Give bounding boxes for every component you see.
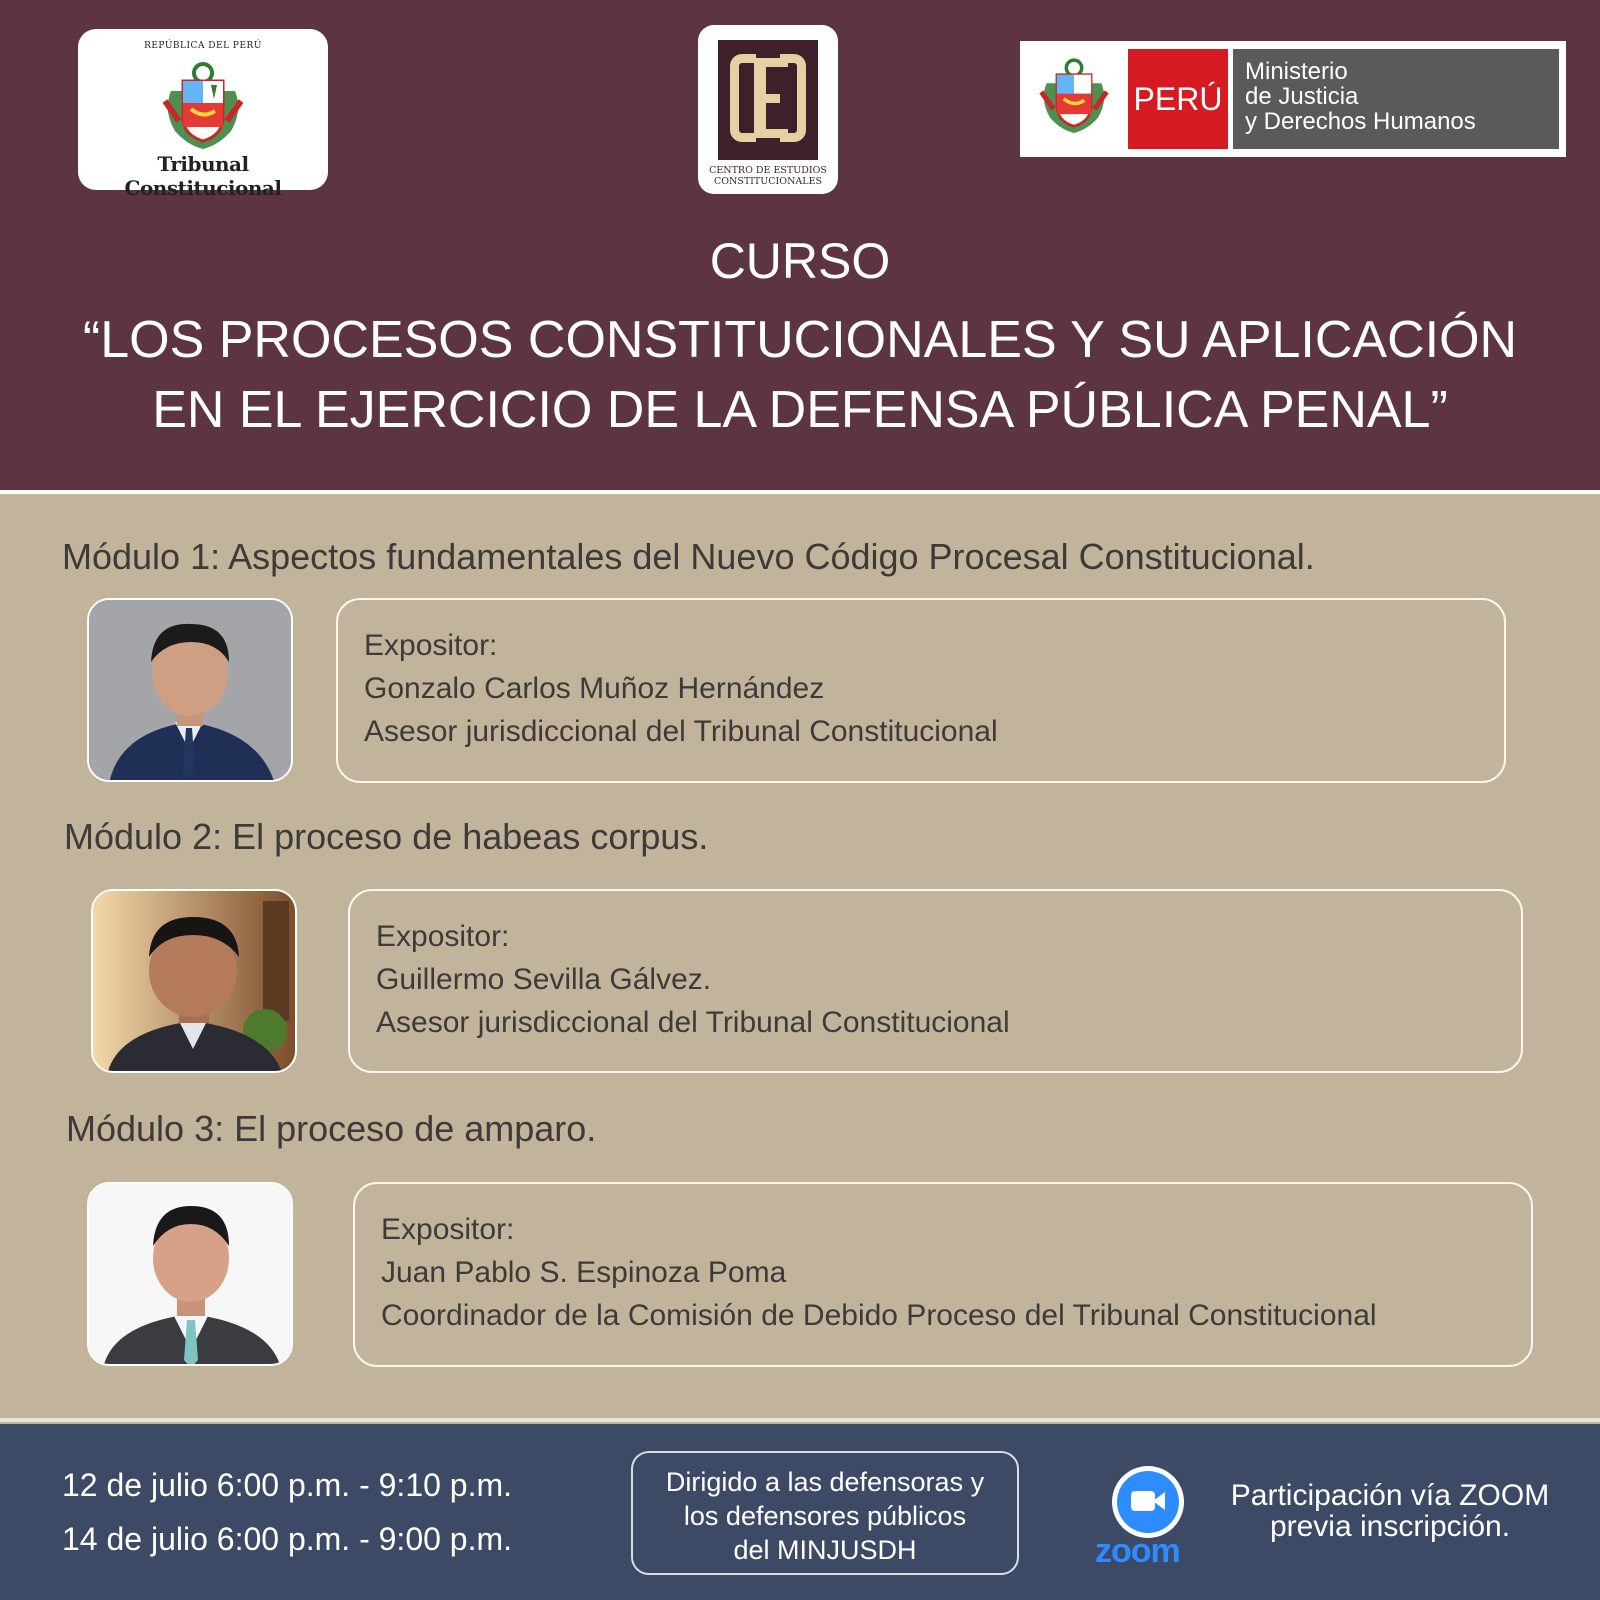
speaker-name: Gonzalo Carlos Muñoz Hernández xyxy=(364,672,825,705)
expositor-label: Expositor: xyxy=(376,920,510,953)
speaker-role: Asesor jurisdiccional del Tribunal Constitucional xyxy=(364,715,998,748)
header-banner xyxy=(0,0,1600,490)
peru-coat-of-arms-icon xyxy=(161,61,245,153)
tc-logo-name: Tribunal Constitucional xyxy=(124,152,282,200)
module-2-speaker-card xyxy=(348,889,1523,1073)
footer-banner xyxy=(0,1424,1600,1600)
schedule-date-2: 14 de julio 6:00 p.m. - 9:00 p.m. xyxy=(62,1521,513,1557)
tc-logo-top-text: REPÚBLICA DEL PERÚ xyxy=(144,41,262,51)
course-label: CURSO xyxy=(709,233,891,289)
ministry-name: Ministerio de Justicia y Derechos Humanos xyxy=(1233,49,1559,149)
header-divider xyxy=(0,490,1600,494)
module-3-speaker-card xyxy=(353,1182,1533,1367)
module-1-speaker-card xyxy=(336,598,1506,783)
speaker-role: Coordinador de la Comisión de Debido Proceso del Tribunal Constitucional xyxy=(381,1299,1377,1332)
speaker-photo-icon xyxy=(87,598,293,782)
schedule-date-1: 12 de julio 6:00 p.m. - 9:10 p.m. xyxy=(62,1467,513,1503)
footer-divider xyxy=(0,1418,1600,1422)
module-1-title: Módulo 1: Aspectos fundamentales del Nuevo Código Procesal Constitucional. xyxy=(62,536,1315,577)
module-2-title: Módulo 2: El proceso de habeas corpus. xyxy=(64,816,709,857)
course-title: “LOS PROCESOS CONSTITUCIONALES Y SU APLICACIÓN EN EL EJERCICIO DE LA DEFENSA PÚBLICA PENAL” xyxy=(82,311,1518,439)
participation-text: Participación vía ZOOM previa inscripción. xyxy=(1230,1479,1550,1543)
zoom-camera-icon xyxy=(1112,1466,1184,1538)
centro-estudios-constitucionales-logo xyxy=(698,25,838,194)
expositor-label: Expositor: xyxy=(364,629,498,662)
speaker-photo-icon xyxy=(91,889,297,1073)
expositor-label: Expositor: xyxy=(381,1213,515,1246)
speaker-name: Juan Pablo S. Espinoza Poma xyxy=(381,1256,787,1289)
peru-label: PERÚ xyxy=(1128,49,1228,149)
zoom-wordmark: zoom xyxy=(1095,1532,1180,1570)
audience-box: Dirigido a las defensoras y los defensores públicos del MINJUSDH xyxy=(631,1451,1019,1575)
ministerio-justicia-logo xyxy=(1020,41,1566,157)
peru-coat-of-arms-icon xyxy=(1038,53,1110,141)
speaker-role: Asesor jurisdiccional del Tribunal Constitucional xyxy=(376,1006,1010,1039)
schedule-dates xyxy=(62,1458,512,1566)
module-3-title: Módulo 3: El proceso de amparo. xyxy=(66,1108,597,1149)
cec-bracket-logo-icon xyxy=(718,40,818,160)
cec-logo-caption: CENTRO DE ESTUDIOS CONSTITUCIONALES xyxy=(709,165,827,187)
tribunal-constitucional-logo xyxy=(78,29,328,200)
speaker-photo-icon xyxy=(87,1182,293,1366)
speaker-name: Guillermo Sevilla Gálvez. xyxy=(376,963,712,996)
